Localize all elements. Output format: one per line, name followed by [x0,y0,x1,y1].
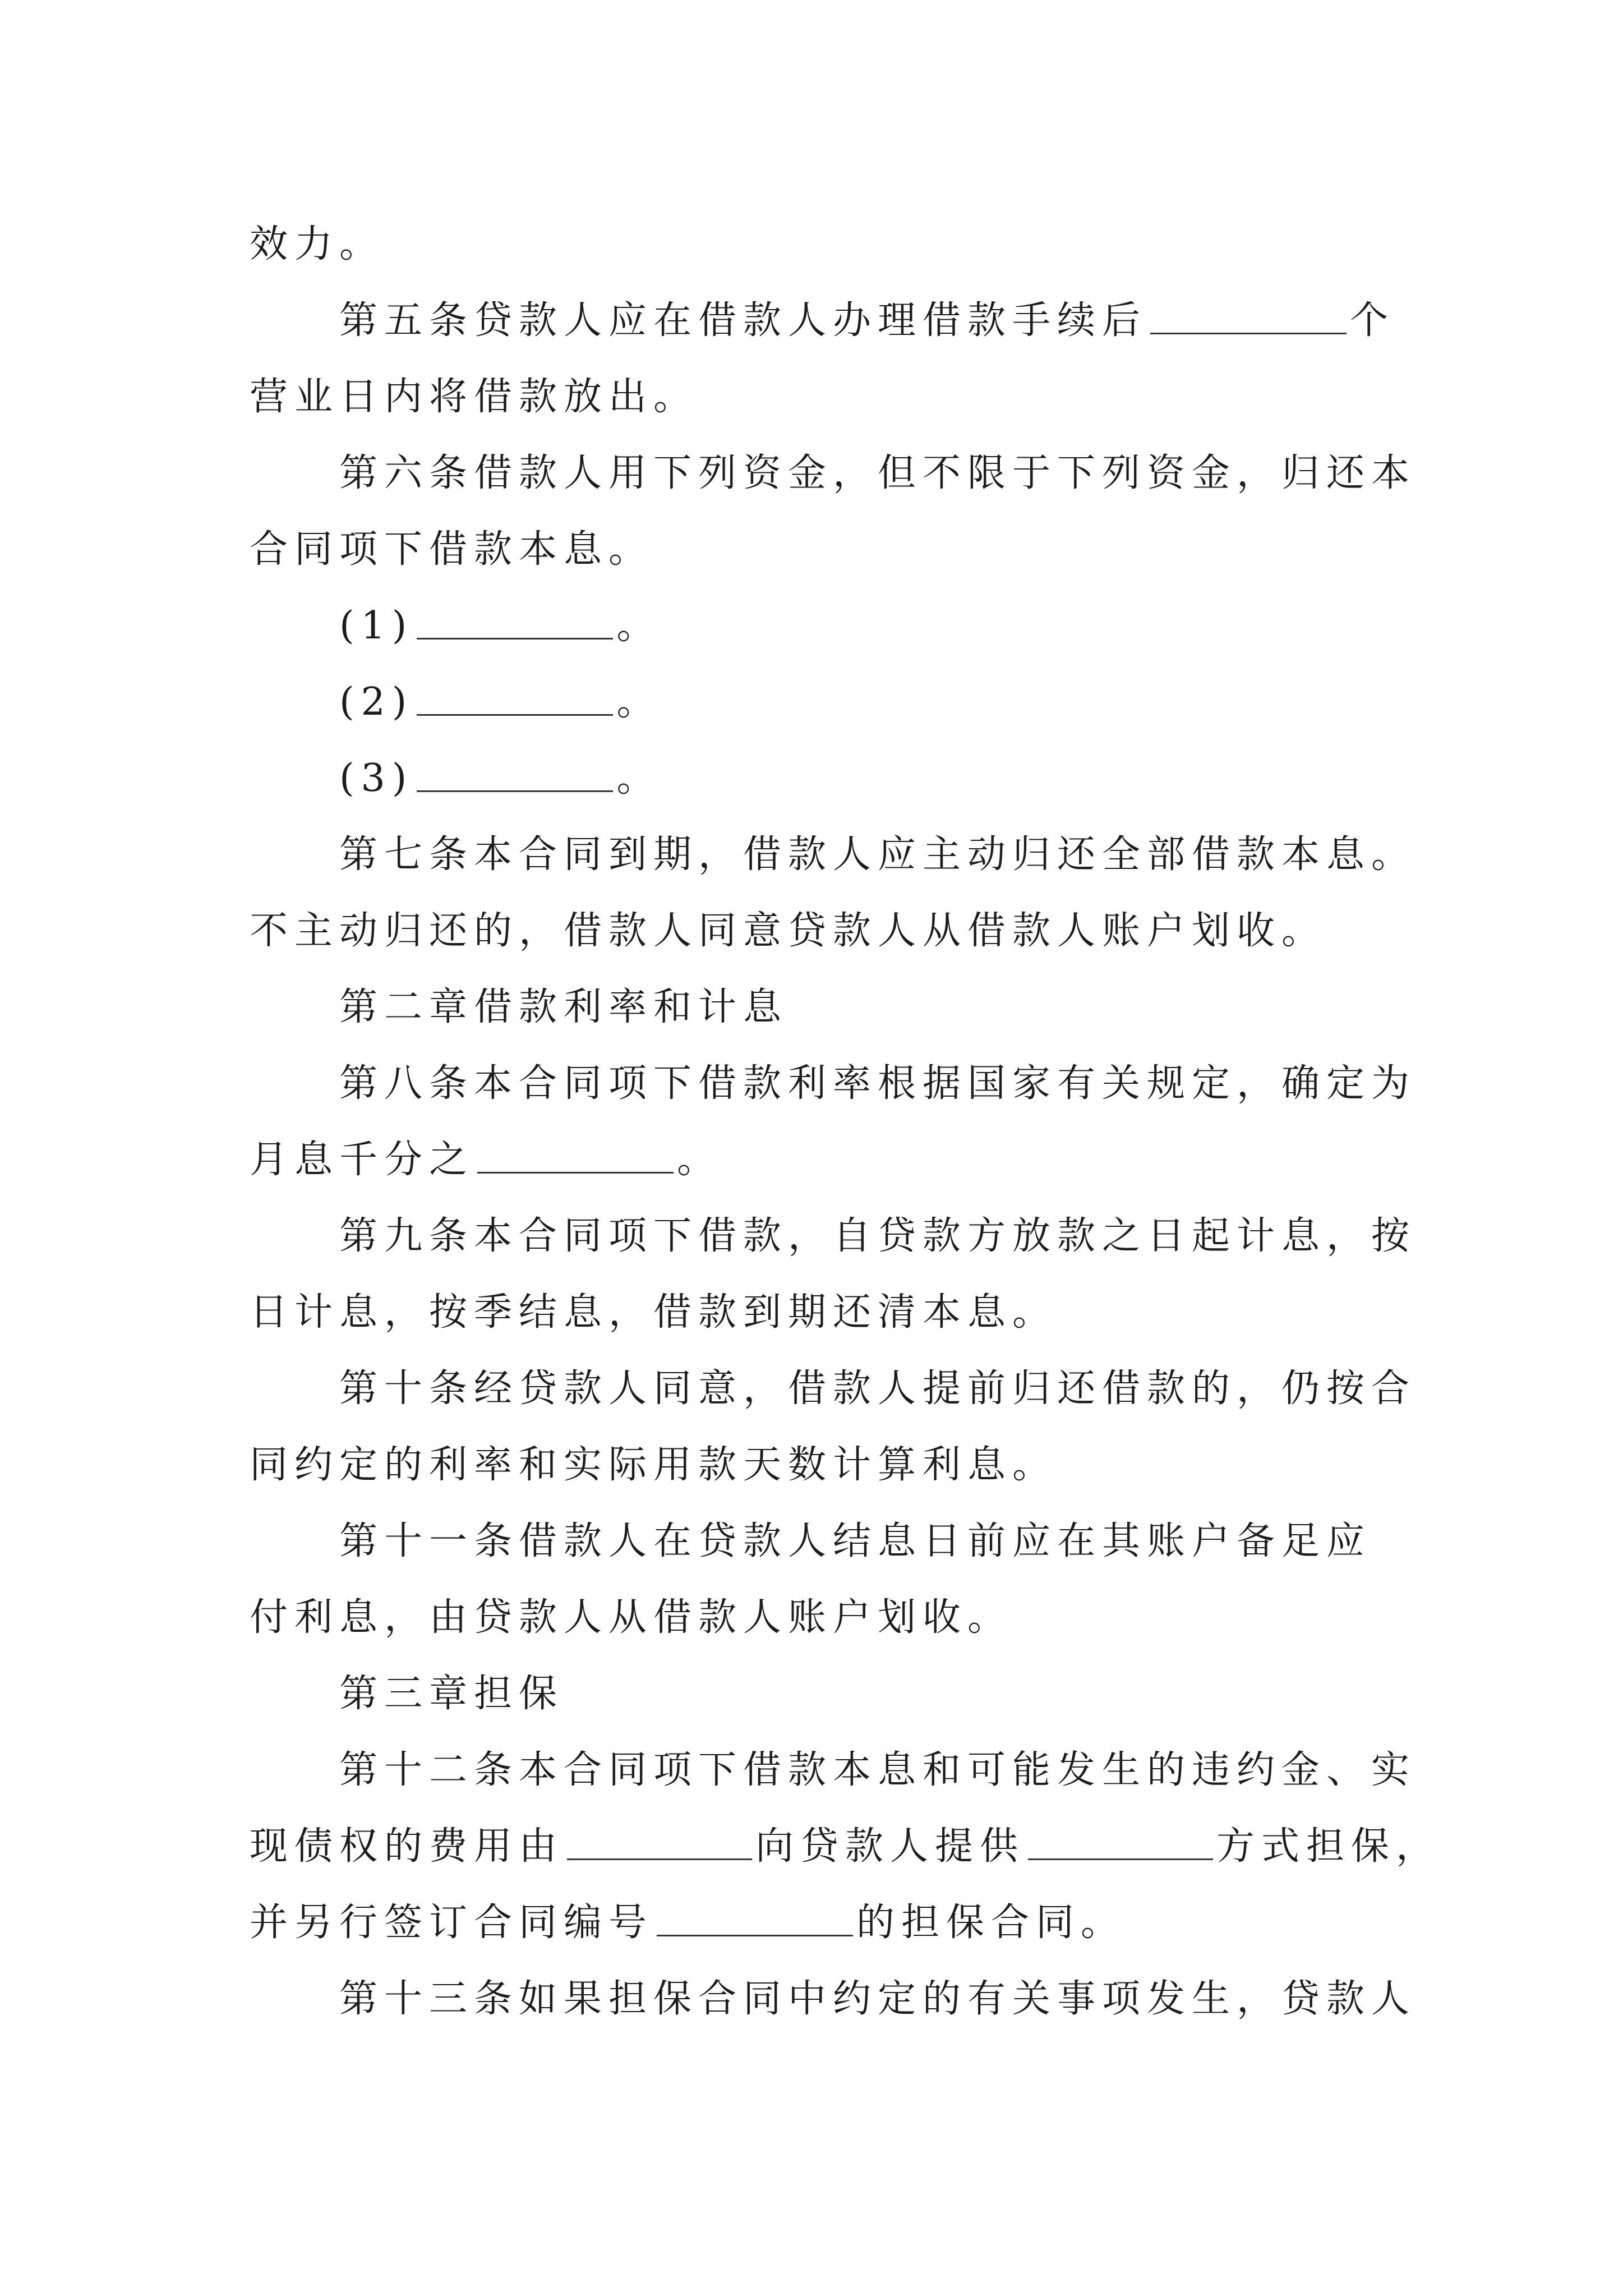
article-9-line: 第九条本合同项下借款，自贷款方放款之日起计息，按 [339,1214,1417,1258]
article-5-line: 第五条贷款人应在借款人办理借款手续后 个 [339,298,1395,343]
text-line: 效力。 [250,222,385,266]
article-12-line: 第十二条本合同项下借款本息和可能发生的违约金、实 [339,1748,1417,1792]
chapter-2-heading: 第二章借款利率和计息 [339,985,789,1029]
fill-in-blank[interactable] [477,1143,674,1174]
contract-text [250,206,1441,2037]
text-line: 营业日内将借款放出。 [250,375,699,419]
text-line: 不主动归还的，借款人同意贷款人从借款人账户划收。 [250,909,1327,953]
article-11-line: 第十一条借款人在贷款人结息日前应在其账户备足应 [339,1519,1372,1563]
fill-in-blank[interactable] [1028,1829,1213,1860]
fill-in-blank[interactable] [1150,303,1347,334]
list-item-3: (3) 。 [339,756,662,800]
article-6-line: 第六条借款人用下列资金，但不限于下列资金，归还本 [339,451,1417,495]
text-line: 现债权的费用由 向贷款人提供 方式担保， [250,1824,1441,1869]
fill-in-blank[interactable] [417,761,613,792]
list-item-2: (2) 。 [339,680,662,724]
text-line: 月息千分之 。 [250,1138,722,1182]
fill-in-blank[interactable] [657,1906,853,1936]
fill-in-blank[interactable] [417,685,613,716]
list-item-1: (1) 。 [339,604,662,648]
text-line: 合同项下借款本息。 [250,527,654,572]
article-13-line: 第十三条如果担保合同中约定的有关事项发生，贷款人 [339,1977,1417,2021]
chapter-3-heading: 第三章担保 [339,1672,564,1716]
article-7-line: 第七条本合同到期，借款人应主动归还全部借款本息。 [339,832,1417,877]
text-line: 并另行签订合同编号 的担保合同。 [250,1901,1126,1945]
article-10-line: 第十条经贷款人同意，借款人提前归还借款的，仍按合 [339,1366,1417,1411]
article-8-line: 第八条本合同项下借款利率根据国家有关规定，确定为 [339,1061,1417,1106]
fill-in-blank[interactable] [417,609,613,639]
text-line: 同约定的利率和实际用款天数计算利息。 [250,1443,1058,1487]
text-line: 付利息，由贷款人从借款人账户划收。 [250,1595,1013,1640]
text-line: 日计息，按季结息，借款到期还清本息。 [250,1290,1058,1335]
fill-in-blank[interactable] [567,1829,752,1860]
